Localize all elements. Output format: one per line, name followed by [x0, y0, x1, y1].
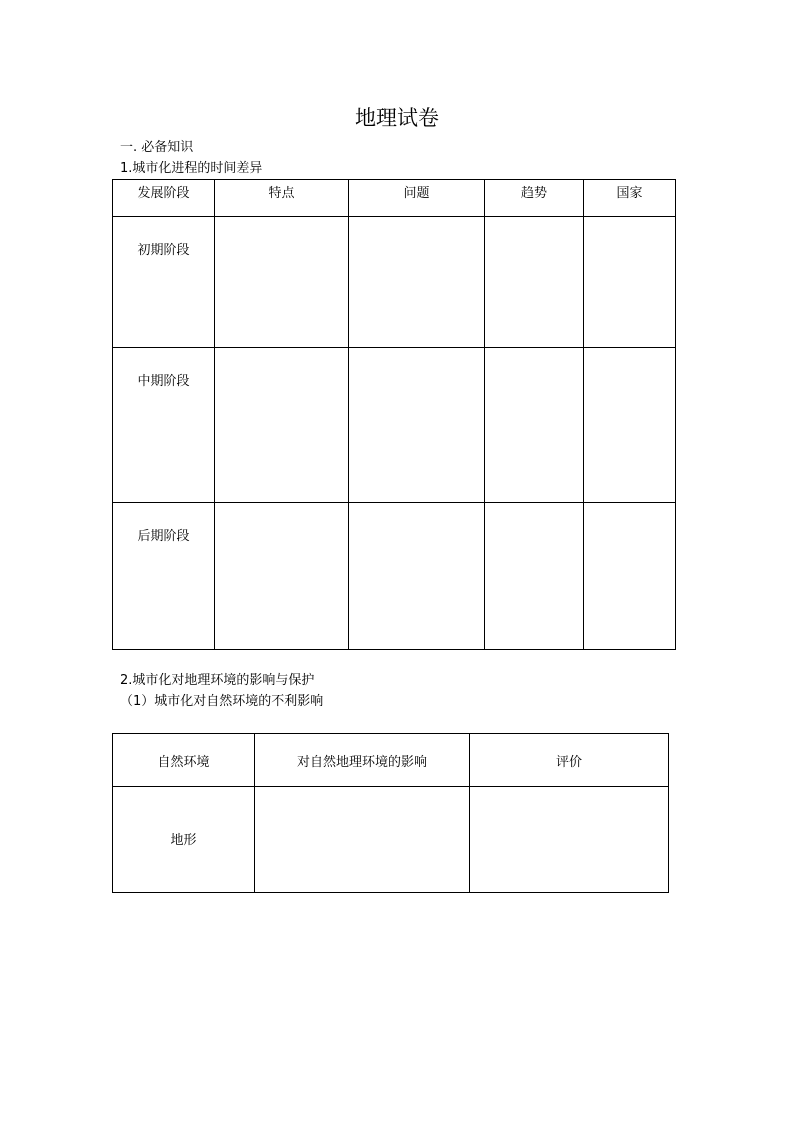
header-countries: 国家	[584, 180, 676, 217]
urbanization-stage-table	[112, 179, 676, 650]
answer-cell[interactable]	[485, 217, 584, 348]
section-heading: 一. 必备知识	[120, 140, 194, 155]
answer-cell[interactable]	[349, 348, 485, 503]
table-header-row	[113, 180, 676, 217]
answer-cell[interactable]	[215, 503, 349, 650]
header-evaluation: 评价	[470, 734, 669, 787]
answer-cell[interactable]	[584, 348, 676, 503]
row-label-late: 后期阶段	[113, 503, 215, 650]
answer-cell[interactable]	[584, 503, 676, 650]
question-1-heading: 1.城市化进程的时间差异	[120, 161, 263, 176]
answer-cell[interactable]	[349, 217, 485, 348]
table-header-row	[113, 734, 669, 787]
page-title: 地理试卷	[355, 106, 439, 130]
table-row	[113, 787, 669, 893]
row-label-landform: 地形	[113, 787, 255, 893]
question-2-sub-heading: （1）城市化对自然环境的不利影响	[120, 694, 324, 709]
answer-cell[interactable]	[470, 787, 669, 893]
header-stage: 发展阶段	[113, 180, 215, 217]
answer-cell[interactable]	[584, 217, 676, 348]
row-label-early: 初期阶段	[113, 217, 215, 348]
table-row	[113, 348, 676, 503]
table-row	[113, 217, 676, 348]
answer-cell[interactable]	[485, 348, 584, 503]
table-row	[113, 503, 676, 650]
header-problems: 问题	[349, 180, 485, 217]
row-label-middle: 中期阶段	[113, 348, 215, 503]
answer-cell[interactable]	[485, 503, 584, 650]
question-2-heading: 2.城市化对地理环境的影响与保护	[120, 673, 315, 688]
header-trend: 趋势	[485, 180, 584, 217]
answer-cell[interactable]	[255, 787, 470, 893]
header-features: 特点	[215, 180, 349, 217]
answer-cell[interactable]	[215, 217, 349, 348]
header-impact: 对自然地理环境的影响	[255, 734, 470, 787]
header-natural-environment: 自然环境	[113, 734, 255, 787]
natural-environment-impact-table	[112, 733, 669, 893]
answer-cell[interactable]	[215, 348, 349, 503]
answer-cell[interactable]	[349, 503, 485, 650]
